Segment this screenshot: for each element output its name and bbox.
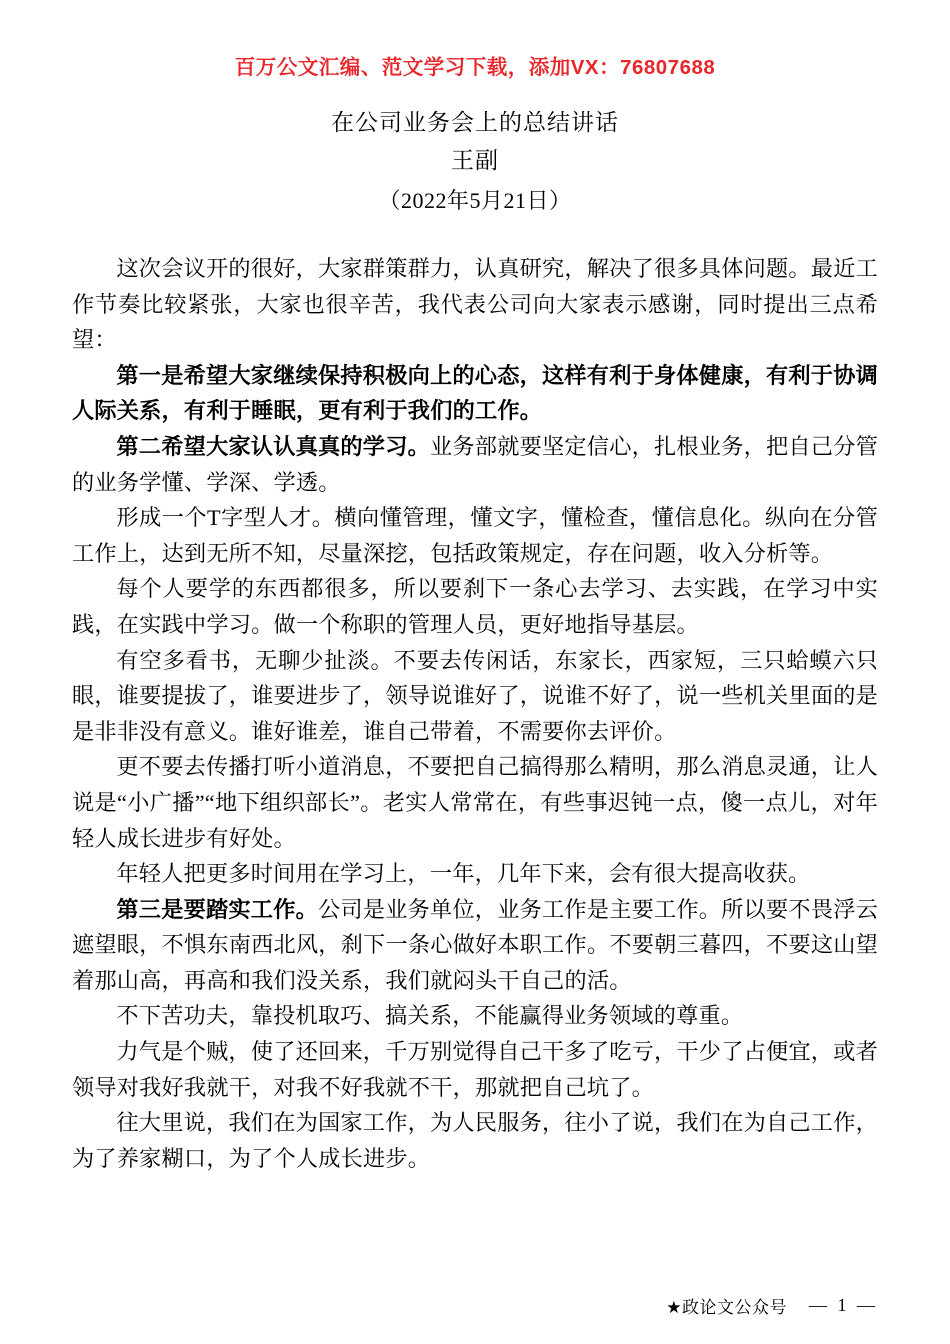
- paragraph-text: 力气是个贼，使了还回来，千万别觉得自己干多了吃亏，干少了占便宜，或者领导对我好我就干，对我不好我就不干，那就把自己坑了。: [72, 1039, 878, 1100]
- document-date: （2022年5月21日）: [378, 188, 572, 213]
- promo-banner: 百万公文汇编、范文学习下载，添加VX：76807688: [234, 56, 716, 79]
- document-title: 在公司业务会上的总结讲话: [331, 110, 619, 135]
- paragraph: [72, 571, 878, 642]
- paragraph-text: 这次会议开的很好，大家群策群力，认真研究，解决了很多具体问题。最近工作节奏比较紧张，大家也很辛苦，我代表公司向大家表示感谢，同时提出三点希望：: [72, 256, 878, 353]
- paragraph-text: 更不要去传播打听小道消息，不要把自己搞得那么精明，那么消息灵通，让人说是“小广播”“地下组织部长”。老实人常常在，有些事迟钝一点，傻一点儿，对年轻人成长进步有好处。: [72, 754, 878, 851]
- paragraph: [72, 643, 878, 750]
- paragraph-bold-lead: 第一是希望大家继续保持积极向上的心态，这样有利于身体健康，有利于协调人际关系，有利于睡眠，更有利于我们的工作。: [72, 362, 878, 424]
- paragraph: [72, 429, 878, 500]
- paragraph: [72, 1034, 878, 1105]
- paragraph: [72, 1105, 878, 1176]
- paragraph: [72, 500, 878, 571]
- paragraph-text: 形成一个T字型人才。横向懂管理，懂文字，懂检查，懂信息化。纵向在分管工作上，达到无所不知，尽量深挖，包括政策规定，存在问题，收入分析等。: [72, 505, 878, 566]
- document-author: 王副: [451, 147, 499, 173]
- paragraph: [72, 892, 878, 999]
- paragraph-bold-lead: 第二希望大家认认真真的学习。: [116, 433, 430, 459]
- paragraph: [72, 998, 878, 1034]
- page-number: — 1 —: [809, 1295, 878, 1315]
- paragraph-text: 不下苦功夫，靠投机取巧、搞关系，不能赢得业务领域的尊重。: [116, 1003, 744, 1029]
- paragraph-text: 往大里说，我们在为国家工作，为人民服务，往小了说，我们在为自己工作，为了养家糊口，为了个人成长进步。: [72, 1110, 878, 1171]
- footer-mark: ★政论文公众号: [666, 1298, 787, 1317]
- paragraph-text: 每个人要学的东西都很多，所以要刹下一条心去学习、去实践，在学习中实践，在实践中学习。做一个称职的管理人员，更好地指导基层。: [72, 576, 878, 637]
- paragraph-text: 公司是业务单位，业务工作是主要工作。所以要不畏浮云遮望眼，不惧东南西北风，刹下一条心做好本职工作。不要朝三暮四，不要这山望着那山高，再高和我们没关系，我们就闷头干自己的活。: [72, 896, 878, 993]
- paragraph: [72, 251, 878, 358]
- paragraph-text: 业务部就要坚定信心，扎根业务，把自己分管的业务学懂、学深、学透。: [72, 433, 878, 495]
- paragraph-text: 年轻人把更多时间用在学习上，一年，几年下来，会有很大提高收获。: [116, 861, 811, 887]
- paragraph: [72, 856, 878, 892]
- document-body: [72, 251, 878, 1176]
- paragraph-text: 有空多看书，无聊少扯淡。不要去传闲话，东家长，西家短，三只蛤蟆六只眼，谁要提拔了，谁要进步了，领导说谁好了，说谁不好了，说一些机关里面的是是非非没有意义。谁好谁差，谁自己带着，不需要你去评价。: [72, 647, 878, 744]
- paragraph-bold-lead: 第三是要踏实工作。: [116, 896, 318, 922]
- paragraph: [72, 358, 878, 429]
- page-footer: [72, 1293, 878, 1318]
- paragraph: [72, 749, 878, 856]
